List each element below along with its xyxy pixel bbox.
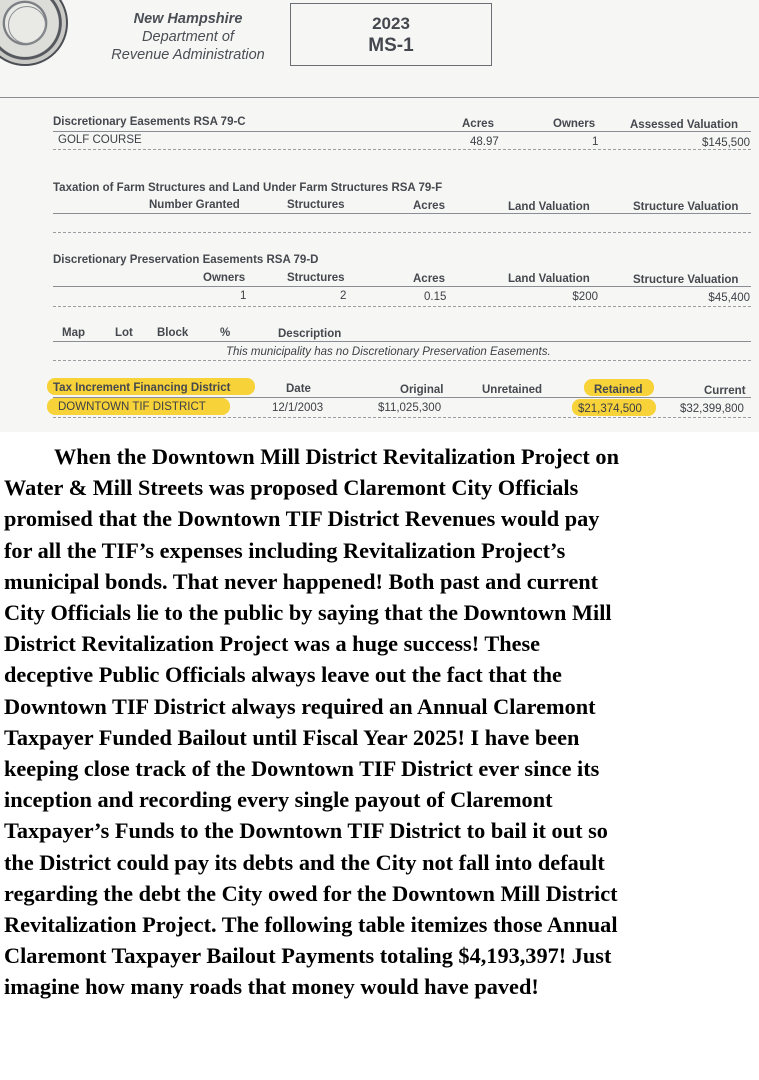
col-acres: Acres (413, 273, 445, 285)
article-line: regarding the debt the City owed for the Downtown Mill District (4, 880, 618, 906)
tif-retained: $21,374,500 (578, 403, 642, 415)
article-line: keeping close track of the Downtown TIF District ever since its (4, 756, 600, 782)
col-structure-valuation: Structure Valuation (633, 274, 739, 286)
no-easements-note: This municipality has no Discretionary Preservation Easements. (226, 346, 551, 358)
col-percent: % (220, 327, 231, 339)
col-structure-valuation: Structure Valuation (633, 201, 739, 213)
easement-name: GOLF COURSE (58, 134, 142, 146)
row-rule (53, 341, 751, 342)
article-line: promised that the Downtown TIF District Revenues would pay (4, 506, 600, 532)
col-structures: Structures (287, 272, 345, 284)
article-line: Revitalization Project. The following table itemizes those Annual (4, 912, 618, 938)
state-seal-icon (0, 0, 68, 66)
row-rule (53, 286, 751, 287)
preservation-structure-valuation: $45,400 (708, 292, 750, 304)
col-owners: Owners (553, 118, 596, 130)
article-line: Taxpayer’s Funds to the Downtown TIF District to bail it out so (4, 818, 608, 844)
article-line: City Officials lie to the public by saying that the Downtown Mill (4, 600, 612, 626)
easement-owners: 1 (592, 136, 599, 148)
col-date: Date (286, 383, 311, 395)
row-rule (53, 232, 751, 233)
article-body (4, 441, 757, 1003)
row-rule (53, 397, 751, 398)
col-lot: Lot (115, 327, 133, 339)
form-id-box (290, 3, 492, 66)
form-number: MS-1 (368, 35, 414, 56)
preservation-heading: Discretionary Preservation Easements RSA 79-D (53, 254, 319, 266)
row-rule (53, 131, 751, 132)
col-block: Block (157, 327, 189, 339)
col-retained: Retained (594, 384, 643, 396)
col-owners: Owners (203, 272, 246, 284)
col-land-valuation: Land Valuation (508, 273, 590, 285)
header-divider (0, 97, 759, 98)
col-description: Description (278, 328, 342, 340)
article-line: Taxpayer Funded Bailout until Fiscal Year 2025! I have been (4, 724, 580, 750)
col-assessed-valuation: Assessed Valuation (630, 119, 739, 131)
scanned-form (0, 0, 759, 432)
article-line: for all the TIF’s expenses including Revitalization Project’s (4, 537, 566, 563)
preservation-owners: 1 (240, 290, 247, 302)
row-rule (53, 417, 751, 418)
col-acres: Acres (413, 200, 445, 212)
tif-heading: Tax Increment Financing District (53, 382, 231, 394)
col-unretained: Unretained (482, 384, 543, 396)
tif-original: $11,025,300 (378, 402, 442, 414)
article-line: District Revitalization Project was a huge success! These (4, 631, 541, 657)
col-structures: Structures (287, 199, 345, 211)
col-number-granted: Number Granted (149, 199, 240, 211)
row-rule (53, 213, 751, 214)
article-line: inception and recording every single payout of Claremont (4, 787, 553, 813)
col-map: Map (62, 327, 85, 339)
article-line: When the Downtown Mill District Revitalization Project on (54, 444, 619, 469)
preservation-structures: 2 (340, 290, 347, 302)
article-line: the District could pay its debts and the City not fall into default (4, 849, 605, 875)
article-line: Claremont Taxpayer Bailout Payments totaling $4,193,397! Just (4, 943, 612, 969)
row-rule (53, 306, 751, 307)
article-line: deceptive Public Officials always leave out the fact that the (4, 662, 562, 688)
form-year: 2023 (372, 14, 410, 33)
tif-district-name: DOWNTOWN TIF DISTRICT (58, 401, 206, 413)
preservation-land: $200 (572, 291, 598, 303)
col-current: Current (704, 385, 746, 397)
row-rule (53, 360, 751, 361)
col-original: Original (400, 384, 444, 396)
article-line: municipal bonds. That never happened! Both past and current (4, 568, 599, 594)
tif-date: 12/1/2003 (272, 402, 324, 414)
article-line: Water & Mill Streets was proposed Claremont City Officials (4, 475, 579, 501)
tif-current: $32,399,800 (680, 403, 744, 415)
article-line: Downtown TIF District always required an Annual Claremont (4, 693, 596, 719)
easements-heading: Discretionary Easements RSA 79-C (53, 116, 246, 128)
col-acres: Acres (462, 118, 494, 130)
col-land-valuation: Land Valuation (508, 201, 590, 213)
farm-heading: Taxation of Farm Structures and Land Under Farm Structures RSA 79-F (53, 182, 443, 194)
easement-acres: 48.97 (470, 136, 499, 148)
agency-name: New Hampshire Department of Revenue Administration (111, 11, 265, 63)
easement-assessed: $145,500 (702, 137, 750, 149)
preservation-acres: 0.15 (424, 291, 447, 303)
row-rule (53, 149, 751, 150)
article-line: imagine how many roads that money would have paved! (4, 974, 539, 1000)
